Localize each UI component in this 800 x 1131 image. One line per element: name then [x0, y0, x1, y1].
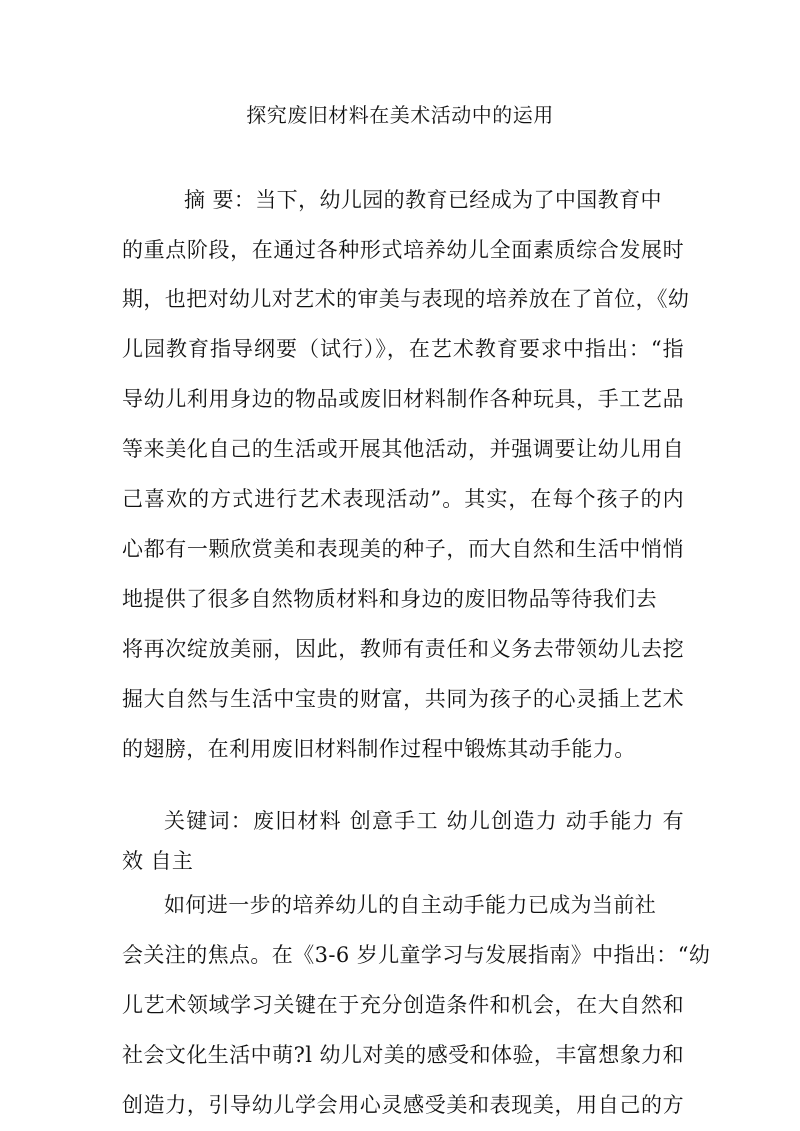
abstract-line-12: 的翅膀，在利用废旧材料制作过程中锻炼其动手能力。 — [122, 737, 636, 761]
abstract-line-8: 心都有一颗欣赏美和表现美的种子，而大自然和生活中悄悄 — [122, 537, 684, 561]
abstract-line-6: 等来美化自己的生活或开展其他活动，并强调要让幼儿用自 — [122, 437, 684, 461]
keywords-line-2: 效 自主 — [122, 849, 194, 873]
abstract-line-5: 导幼儿利用身边的物品或废旧材料制作各种玩具，手工艺品 — [122, 387, 684, 411]
body-line-3: 儿艺术领域学习关键在于充分创造条件和机会，在大自然和 — [122, 993, 684, 1017]
abstract-line-3: 期，也把对幼儿对艺术的审美与表现的培养放在了首位，《幼 — [122, 287, 690, 311]
body-line-4: 社会文化生活中萌?l 幼儿对美的感受和体验，丰富想象力和 — [122, 1043, 684, 1067]
abstract-line-9: 地提供了很多自然物质材料和身边的废旧物品等待我们去 — [122, 587, 657, 611]
abstract-line-7: 己喜欢的方式进行艺术表现活动”。其实，在每个孩子的内 — [122, 487, 684, 511]
body-line-5: 创造力，引导幼儿学会用心灵感受美和表现美，用自己的方 — [122, 1093, 684, 1117]
abstract-line-11: 掘大自然与生活中宝贵的财富，共同为孩子的心灵插上艺术 — [122, 687, 684, 711]
document-title: 探究废旧材料在美术活动中的运用 — [246, 103, 554, 127]
body-line-2: 会关注的焦点。在《3-6 岁儿童学习与发展指南》中指出：“幼 — [122, 943, 711, 967]
abstract-line-1: 摘 要：当下，幼儿园的教育已经成为了中国教育中 — [184, 188, 662, 212]
abstract-line-2: 的重点阶段，在通过各种形式培养幼儿全面素质综合发展时 — [122, 238, 684, 262]
abstract-line-10: 将再次绽放美丽，因此，教师有责任和义务去带领幼儿去挖 — [122, 637, 684, 661]
abstract-line-4: 儿园教育指导纲要（试行）》，在艺术教育要求中指出：“指 — [122, 337, 684, 361]
body-line-1: 如何进一步的培养幼儿的自主动手能力已成为当前社 — [164, 893, 657, 917]
keywords-line-1: 关键词：废旧材料 创意手工 幼儿创造力 动手能力 有 — [164, 809, 684, 833]
